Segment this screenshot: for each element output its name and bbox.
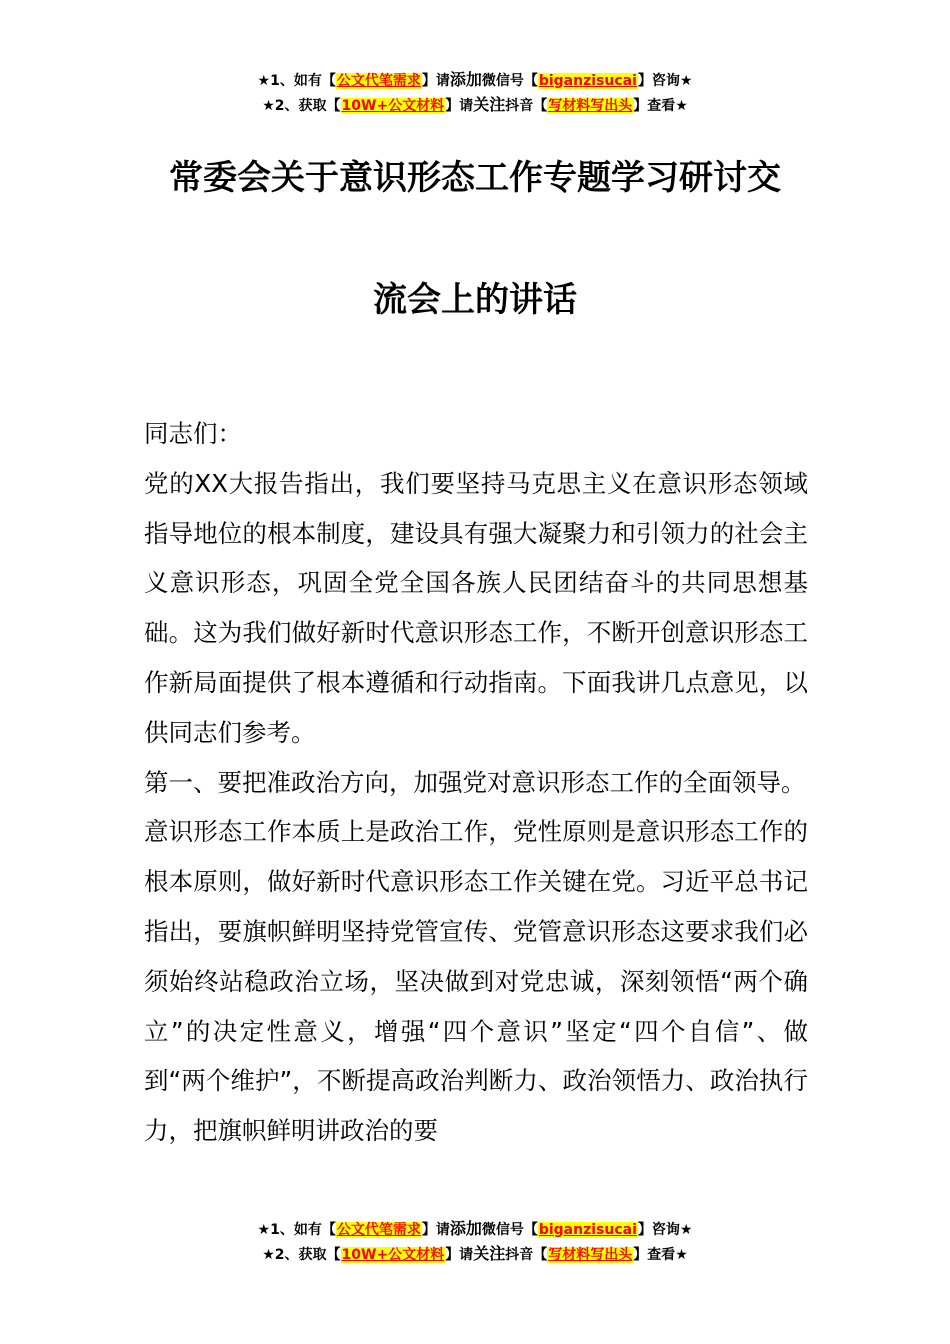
body-paragraph: 意识形态工作本质上是政治工作，党性原则是意识形态工作的根本原则，做好新时代意识形态工作关键在党。习近平总书记指出，要旗帜鲜明坚持党管宣传、党管意识形态这要求我们必须始终站稳政治立场，坚决做到对党忠诚，深刻领悟“两个确立”的决定性意义，增强“四个意识”坚定“四个自信”、做到“两个维护”，不断提高政治判断力、政治领悟力、政治执行力，把旗帜鲜明讲政治的要 xyxy=(144,817,808,1146)
bottom-promo-banner xyxy=(0,1217,950,1267)
document-body xyxy=(144,409,808,1156)
highlight-wechat-id: biganzisucai xyxy=(538,73,637,89)
highlight-service: 公文代笔需求 xyxy=(336,73,421,89)
highlight-wechat-id: biganzisucai xyxy=(538,1222,637,1238)
promo-line-1: ★1、如有【公文代笔需求】请添加微信号【biganzisucai】咨询★ xyxy=(257,70,693,89)
highlight-materials: 10W+公文材料 xyxy=(341,98,445,114)
salutation: 同志们： xyxy=(144,419,242,448)
section-heading: 第一、要把准政治方向，加强党对意识形态工作的全面领导。 xyxy=(144,767,806,797)
highlight-service: 公文代笔需求 xyxy=(336,1222,421,1238)
highlight-douyin-account: 写材料写出头 xyxy=(548,1247,633,1263)
highlight-materials: 10W+公文材料 xyxy=(341,1247,445,1263)
promo-line-2: ★2、获取【10W+公文材料】请关注抖音【写材料写出头】查看★ xyxy=(262,1244,688,1263)
document-title-line-2: 流会上的讲话 xyxy=(373,280,577,320)
promo-line-1: ★1、如有【公文代笔需求】请添加微信号【biganzisucai】咨询★ xyxy=(257,1219,693,1238)
top-promo-banner xyxy=(0,68,950,118)
document-title-line-1: 常委会关于意识形态工作专题学习研讨交 xyxy=(169,158,781,198)
promo-line-2: ★2、获取【10W+公文材料】请关注抖音【写材料写出头】查看★ xyxy=(262,95,688,114)
body-paragraph: 党的XX大报告指出，我们要坚持马克思主义在意识形态领域指导地位的根本制度，建设具有强大凝聚力和引领力的社会主义意识形态，巩固全党全国各族人民团结奋斗的共同思想基础。这为我们做好新时代意识形态工作，不断开创意识形态工作新局面提供了根本遵循和行动指南。下面我讲几点意见，以供同志们参考。 xyxy=(144,468,808,747)
highlight-douyin-account: 写材料写出头 xyxy=(548,98,633,114)
